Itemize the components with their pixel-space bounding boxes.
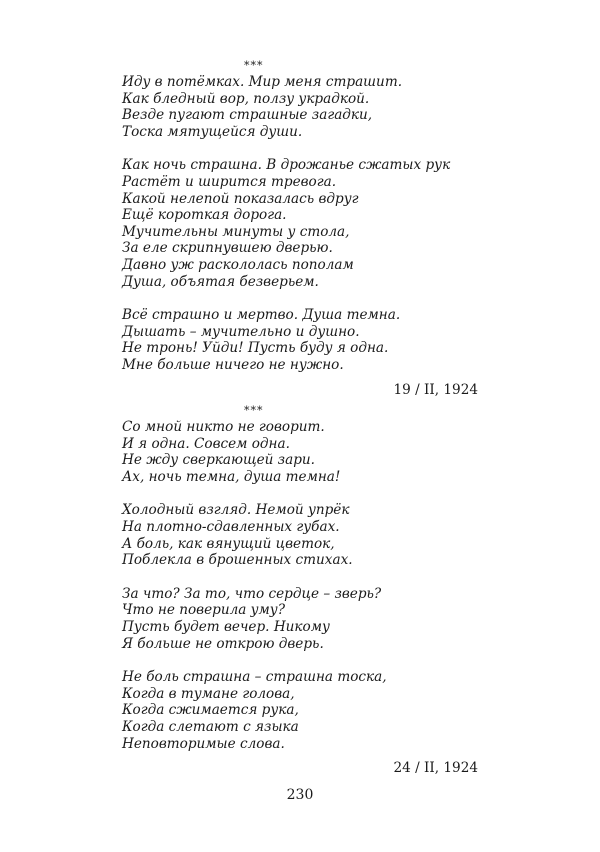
stanza xyxy=(122,157,482,290)
poem-line: Тоска мятущейся души. xyxy=(122,123,303,140)
poem-line: Со мной никто не говорит. xyxy=(122,419,325,435)
poem-line: Мне больше ничего не нужно. xyxy=(122,356,344,373)
poem-line: А боль, как вянущий цветок, xyxy=(122,535,335,552)
poem-line: Холодный взгляд. Немой упрёк xyxy=(122,502,350,519)
poem-line: Когда слетают с языка xyxy=(122,718,299,735)
poem-line: Везде пугают страшные загадки, xyxy=(122,107,373,124)
stanza xyxy=(122,669,482,752)
poem-line: Иду в потёмках. Мир меня страшит. xyxy=(122,74,403,90)
poem xyxy=(122,405,482,776)
poem-line: Мучительны минуты у стола, xyxy=(122,223,350,240)
page-number: 230 xyxy=(286,787,314,803)
poem-line: Дышать – мучительно и душно. xyxy=(122,323,360,340)
poem-line: Не боль страшна – страшна тоска, xyxy=(122,669,387,686)
poem-line: И я одна. Совсем одна. xyxy=(122,435,290,452)
poem-line: Какой нелепой показалась вдруг xyxy=(122,190,359,207)
poem-line: Как ночь страшна. В дрожанье сжатых рук xyxy=(122,157,451,174)
stanza xyxy=(122,586,482,652)
poem-line: Не тронь! Уйди! Пусть буду я одна. xyxy=(122,340,389,357)
poem-line: Пусть будет вечер. Никому xyxy=(122,618,330,635)
poem-line: Неповторимые слова. xyxy=(122,735,285,752)
poem-line: Давно уж раскололась пополам xyxy=(122,256,354,273)
poem xyxy=(122,60,482,398)
poem-line: За что? За то, что сердце – зверь? xyxy=(122,585,382,602)
stanza xyxy=(122,419,482,485)
poem-line: Когда сжимается рука, xyxy=(122,702,299,719)
poem-line: Что не поверила уму? xyxy=(122,602,285,619)
poem-line: Поблекла в брошенных стихах. xyxy=(122,552,353,569)
poem-line: Когда в тумане голова, xyxy=(122,685,295,702)
poem-line: Душа, объятая безверьем. xyxy=(122,273,319,290)
poem-line: Всё страшно и мертво. Душа темна. xyxy=(122,307,401,324)
poem-line: Ещё короткая дорога. xyxy=(122,207,287,224)
poem-line: Как бледный вор, ползу украдкой. xyxy=(122,90,370,107)
poem-line: Ах, ночь темна, душа темна! xyxy=(122,468,341,485)
poem-date: 24 / II, 1924 xyxy=(393,760,478,777)
stanza xyxy=(122,502,482,568)
stanza xyxy=(122,307,482,373)
poem-separator: *** xyxy=(244,404,264,417)
poem-line: Я больше не открою дверь. xyxy=(122,635,324,652)
poem-separator: *** xyxy=(244,59,264,72)
poem-date: 19 / II, 1924 xyxy=(393,381,478,398)
poem-line: Не жду сверкающей зари. xyxy=(122,452,315,469)
poem-line: За еле скрипнувшею дверью. xyxy=(122,240,333,257)
poem-line: На плотно-сдавленных губах. xyxy=(122,518,340,535)
poem-line: Растёт и ширится тревога. xyxy=(122,173,337,190)
stanza xyxy=(122,74,482,140)
